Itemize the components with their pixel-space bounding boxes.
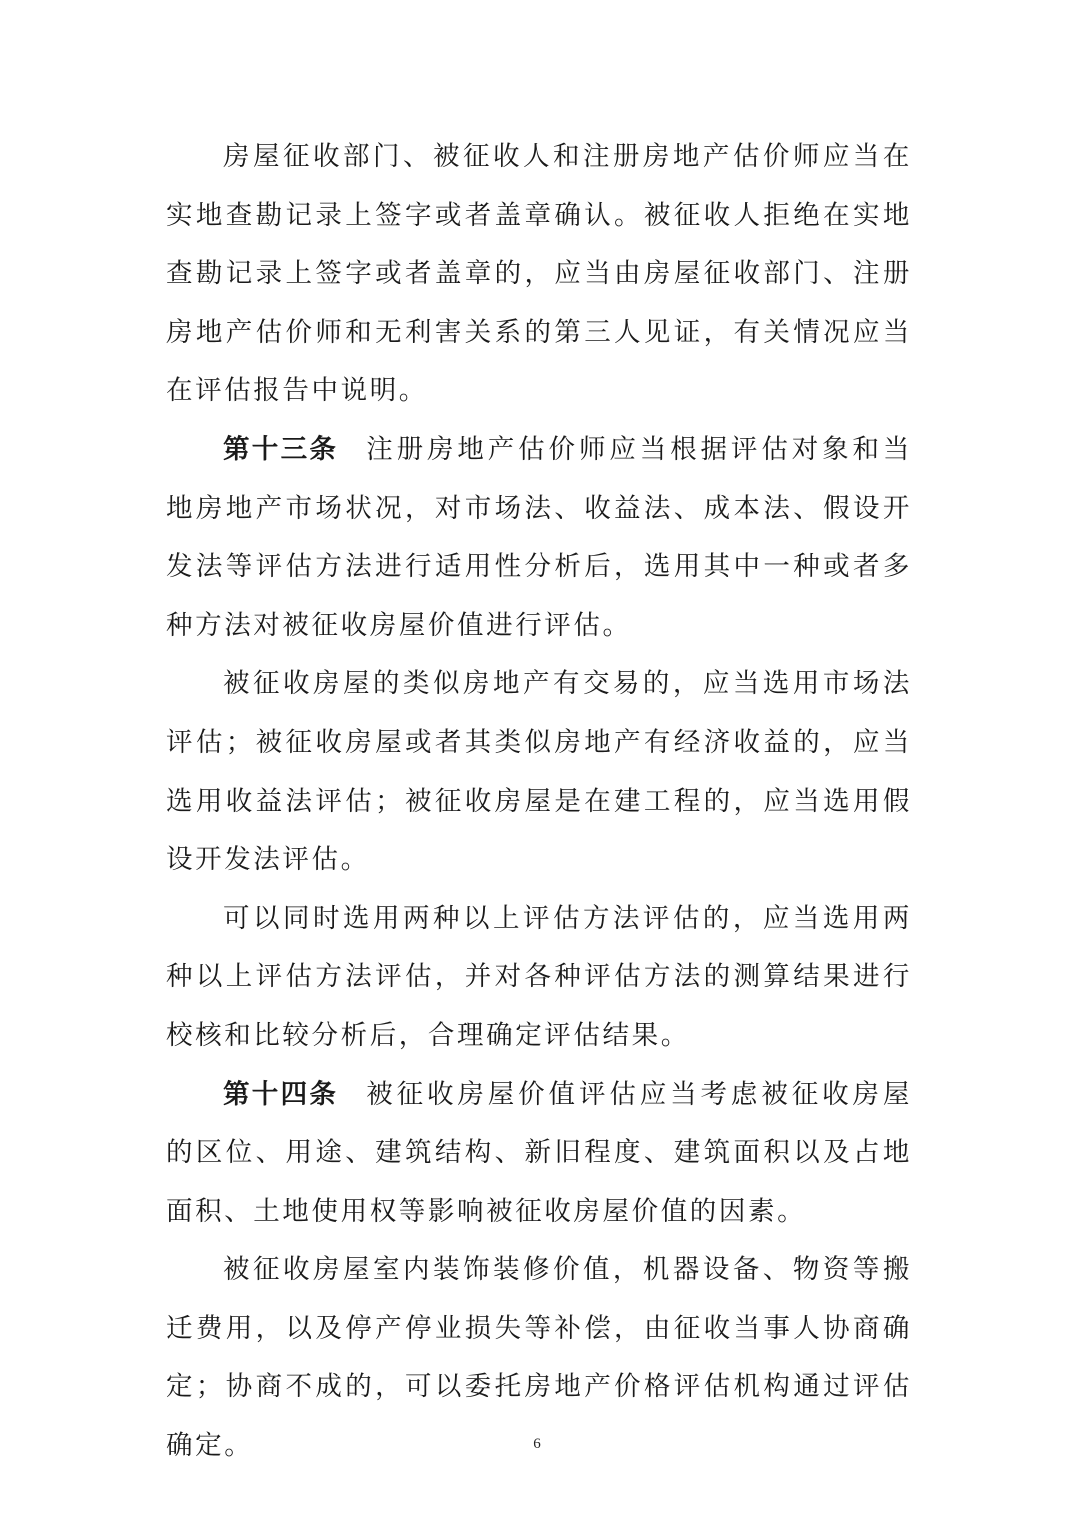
paragraph-5 bbox=[166, 1066, 912, 1242]
paragraph-1-text: 房屋征收部门、被征收人和注册房地产估价师应当在实地查勘记录上签字或者盖章确认。被征收人拒绝在实地查勘记录上签字或者盖章的，应当由房屋征收部门、注册房地产估价师和无利害关系的第三人见证，有关情况应当在评估报告中说明。 bbox=[166, 141, 912, 407]
paragraph-2 bbox=[166, 421, 912, 655]
paragraph-3 bbox=[166, 655, 912, 889]
article-13-heading: 第十三条 bbox=[223, 433, 339, 465]
paragraph-3-text: 被征收房屋的类似房地产有交易的，应当选用市场法评估；被征收房屋或者其类似房地产有经济收益的，应当选用收益法评估；被征收房屋是在建工程的，应当选用假设开发法评估。 bbox=[166, 668, 912, 876]
paragraph-2-text: 注册房地产估价师应当根据评估对象和当地房地产市场状况，对市场法、收益法、成本法、假设开发法等评估方法进行适用性分析后，选用其中一种或者多种方法对被征收房屋价值进行评估。 bbox=[166, 433, 912, 641]
paragraph-4 bbox=[166, 890, 912, 1066]
paragraph-6-text: 被征收房屋室内装饰装修价值，机器设备、物资等搬迁费用，以及停产停业损失等补偿，由征收当事人协商确定；协商不成的，可以委托房地产价格评估机构通过评估确定。 bbox=[166, 1254, 912, 1462]
paragraph-5-text: 被征收房屋价值评估应当考虑被征收房屋的区位、用途、建筑结构、新旧程度、建筑面积以及占地面积、土地使用权等影响被征收房屋价值的因素。 bbox=[166, 1078, 912, 1227]
page-number: 6 bbox=[533, 1436, 541, 1452]
paragraph-1 bbox=[166, 128, 912, 421]
body-text bbox=[166, 128, 912, 1476]
paragraph-4-text: 可以同时选用两种以上评估方法评估的，应当选用两种以上评估方法评估，并对各种评估方法的测算结果进行校核和比较分析后，合理确定评估结果。 bbox=[166, 902, 912, 1051]
article-14-heading: 第十四条 bbox=[223, 1078, 339, 1110]
